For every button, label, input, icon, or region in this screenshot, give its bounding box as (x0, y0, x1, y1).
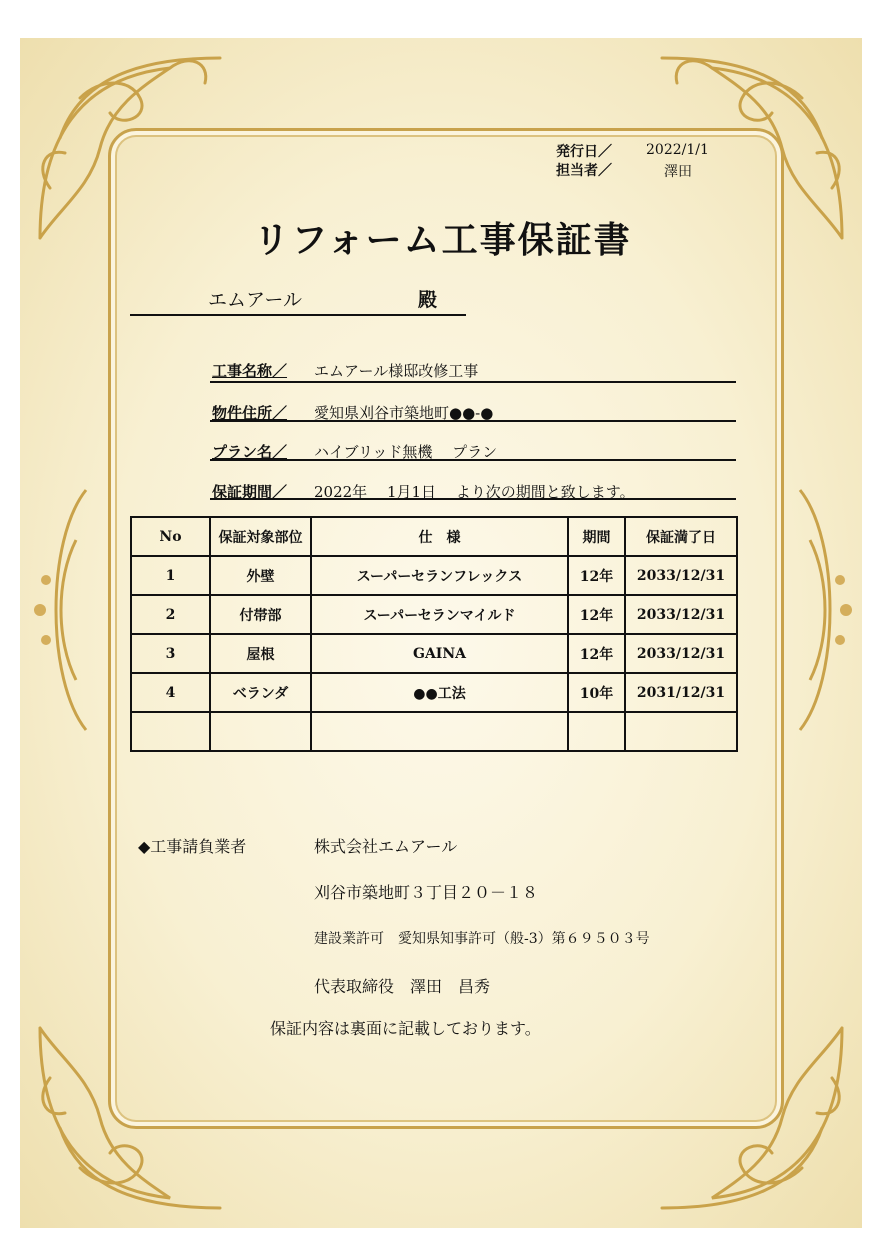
person-value: 澤田 (664, 164, 692, 180)
table-cell: 3 (131, 634, 210, 673)
table-cell: 外壁 (210, 556, 311, 595)
table-cell: 2 (131, 595, 210, 634)
table-cell: 屋根 (210, 634, 311, 673)
field-label-address: 物件住所／ (212, 404, 288, 422)
table-header-row (131, 517, 737, 556)
recipient-honorific: 殿 (418, 289, 438, 311)
field-label-work-name: 工事名称／ (212, 362, 288, 380)
table-cell: スーパーセランフレックス (311, 556, 568, 595)
table-row-empty (131, 712, 737, 751)
table-header: 保証満了日 (625, 517, 737, 556)
table-cell: 12年 (568, 595, 625, 634)
table-cell: 4 (131, 673, 210, 712)
table-cell: ●●工法 (311, 673, 568, 712)
field-underline (210, 459, 736, 461)
field-underline (210, 381, 736, 383)
document-title: リフォーム工事保証書 (253, 219, 632, 261)
table-cell (210, 712, 311, 751)
table-cell: 付帯部 (210, 595, 311, 634)
table-header: 保証対象部位 (210, 517, 311, 556)
table-cell: スーパーセランマイルド (311, 595, 568, 634)
table-cell (625, 712, 737, 751)
table-cell: GAINA (311, 634, 568, 673)
contractor-label: ◆工事請負業者 (138, 837, 247, 856)
contractor-company: 株式会社エムアール (314, 837, 458, 856)
table-row (131, 634, 737, 673)
issue-date-label: 発行日／ (556, 144, 612, 160)
recipient-underline (130, 314, 466, 316)
table-cell: ベランダ (210, 673, 311, 712)
field-value-address: 愛知県刈谷市築地町●●-● (314, 404, 494, 422)
table-header: 期間 (568, 517, 625, 556)
table-row (131, 556, 737, 595)
warranty-table (130, 516, 738, 752)
field-label-plan: プラン名／ (212, 443, 288, 461)
table-cell: 2033/12/31 (625, 595, 737, 634)
table-header: 仕 様 (311, 517, 568, 556)
person-label: 担当者／ (556, 163, 612, 179)
footer-note: 保証内容は裏面に記載しております。 (270, 1019, 541, 1038)
field-value-plan: ハイブリッド無機 プラン (314, 443, 498, 461)
field-underline (210, 498, 736, 500)
contractor-address: 刈谷市築地町３丁目２０－１８ (314, 883, 539, 902)
table-cell: 12年 (568, 556, 625, 595)
recipient-name: エムアール (208, 289, 303, 311)
field-value-warranty-period: 2022年 1月1日 より次の期間と致します。 (314, 483, 635, 501)
field-label-warranty-period: 保証期間／ (212, 483, 288, 501)
table-row (131, 595, 737, 634)
table-header: No (131, 517, 210, 556)
table-cell: 10年 (568, 673, 625, 712)
table-cell (131, 712, 210, 751)
table-cell: 2033/12/31 (625, 634, 737, 673)
issue-date-value: 2022/1/1 (646, 142, 709, 158)
table-cell: 2031/12/31 (625, 673, 737, 712)
field-underline (210, 420, 736, 422)
table-cell (311, 712, 568, 751)
table-cell (568, 712, 625, 751)
table-row (131, 673, 737, 712)
table-cell: 12年 (568, 634, 625, 673)
table-cell: 1 (131, 556, 210, 595)
contractor-license: 建設業許可 愛知県知事許可（般-3）第６９５０３号 (314, 931, 650, 947)
field-value-work-name: エムアール様邸改修工事 (314, 362, 479, 380)
table-cell: 2033/12/31 (625, 556, 737, 595)
contractor-representative: 代表取締役 澤田 昌秀 (314, 977, 491, 996)
